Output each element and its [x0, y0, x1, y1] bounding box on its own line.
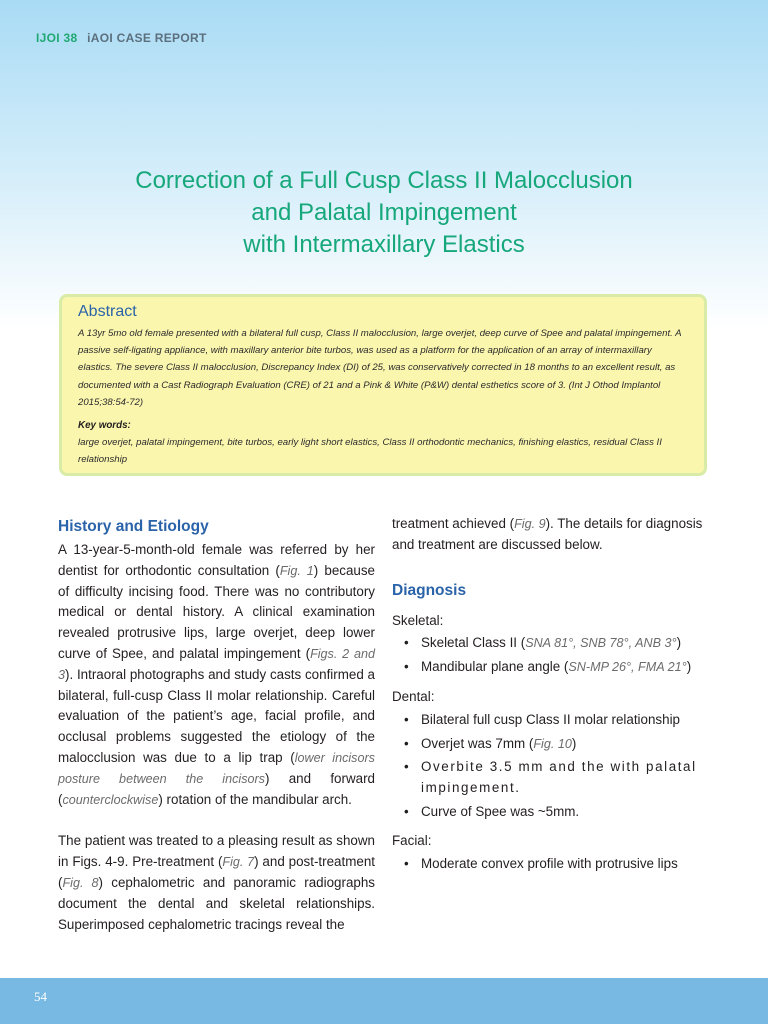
text-run: ). The details for diagnosis and treatment are discussed below.	[392, 516, 703, 552]
italic-note: counterclockwise	[62, 792, 159, 807]
journal-label: IJOI 38	[36, 31, 78, 45]
running-header	[36, 31, 207, 45]
text-run: )	[676, 635, 682, 651]
text-run: )	[686, 659, 692, 675]
text-run: A 13-year-5-month-old female was referred by her dentist for orthodontic consultation (	[58, 542, 375, 578]
text-run: )	[571, 735, 577, 751]
text-run: ). Intraoral photographs and study casts confirmed a bilateral, full-cusp Class II molar relationship. Careful evaluation of the patient’s age, facial profile, and occlusal problems suggested the etiology of the malocclusion was due to a lip trap (	[58, 666, 375, 765]
fig-ref[interactable]: Fig. 1	[279, 563, 314, 578]
text-run: ) cephalometric and panoramic radiographs document the dental and skeletal relationships. Superimposed cephalometric tracings reveal the	[58, 874, 375, 932]
italic-value: SN-MP 26°, FMA 21°	[568, 660, 687, 675]
list-item	[404, 633, 722, 654]
keywords-label: Key words:	[78, 420, 131, 432]
text-run: Overbite 3.5 mm and the with palatal impingement.	[421, 759, 697, 796]
text-run: Mandibular plane angle (	[421, 659, 569, 675]
facial-label: Facial:	[392, 832, 432, 848]
text-run: Curve of Spee was ~5mm.	[421, 803, 580, 819]
footer-bar	[0, 978, 768, 1024]
diagnosis-heading: Diagnosis	[392, 581, 467, 599]
fig-ref[interactable]: Fig. 8	[62, 875, 99, 890]
abstract-text: A 13yr 5mo old female presented with a bilateral full cusp, Class II malocclusion, large overjet, deep curve of Spee and palatal impingement. A passive self-ligating appliance, with maxillary anterior bite turbos, was used as a platform for the application of an array of intermaxillary elastics. The severe Class II malocclusion, Discrepancy Index (DI) of 25, was conservatively corrected in 18 months to an excellent result, as documented with a Cast Radiograph Evaluation (CRE) of 21 and a Pink & White (P&W) dental esthetics score of 3. (Int J Othod Implantol 2015;38:54-72)	[78, 328, 682, 408]
text-run: The patient was treated to a pleasing result as shown in Figs. 4-9. Pre-treatment (	[58, 833, 375, 870]
text-run: ) rotation of the mandibular arch.	[158, 791, 352, 807]
title-line-2: and Palatal Impingement	[251, 199, 517, 226]
text-run: Overjet was 7mm (	[421, 735, 534, 751]
list-item	[404, 757, 722, 799]
title-line-1: Correction of a Full Cusp Class II Malocclusion	[135, 167, 633, 194]
fig-ref[interactable]: Fig. 9	[514, 517, 546, 531]
italic-note: lower incisors posture between the incisors	[58, 750, 375, 786]
text-run: Skeletal Class II (	[421, 635, 526, 651]
title-line-3: with Intermaxillary Elastics	[243, 231, 525, 258]
abstract-box	[59, 294, 707, 476]
history-heading: History and Etiology	[58, 518, 209, 535]
list-item	[404, 657, 722, 678]
history-paragraph-2	[58, 831, 375, 935]
facial-list	[392, 854, 722, 875]
left-column	[58, 514, 375, 935]
fig-ref[interactable]: Figs. 2 and 3	[58, 646, 375, 682]
history-paragraph-1	[58, 540, 375, 810]
list-item	[404, 802, 722, 823]
skeletal-label: Skeletal:	[392, 612, 444, 628]
text-run: ) and post-treatment (	[58, 854, 375, 890]
text-run: Moderate convex profile with protrusive lips	[421, 855, 678, 871]
article-title	[40, 165, 728, 261]
text-run: ) and forward (	[58, 770, 375, 807]
dental-list	[392, 710, 722, 823]
continued-paragraph	[392, 514, 722, 556]
dental-label: Dental:	[392, 688, 435, 704]
section-label: iAOI CASE REPORT	[87, 31, 207, 45]
keywords-text: large overjet, palatal impingement, bite turbos, early light short elastics, Class II orthodontic mechanics, finishing elastics, residual Class II relationship	[78, 437, 662, 466]
page-number: 54	[34, 989, 47, 1004]
text-run: Bilateral full cusp Class II molar relationship	[421, 711, 680, 727]
right-column	[392, 514, 722, 877]
text-run: treatment achieved (	[392, 516, 515, 531]
list-item	[404, 734, 722, 755]
skeletal-list	[392, 633, 722, 678]
abstract-heading: Abstract	[78, 303, 137, 320]
text-run: ) because of difficulty incising food. There was no contributory medical or dental history. A clinical examination revealed protrusive lips, large overjet, deep lower curve of Spee, and palatal impingement (	[58, 562, 375, 661]
list-item	[404, 710, 722, 731]
fig-ref[interactable]: Fig. 7	[222, 855, 255, 870]
list-item	[404, 854, 722, 875]
fig-ref[interactable]: Fig. 10	[533, 736, 572, 751]
italic-value: SNA 81°, SNB 78°, ANB 3°	[525, 636, 677, 651]
